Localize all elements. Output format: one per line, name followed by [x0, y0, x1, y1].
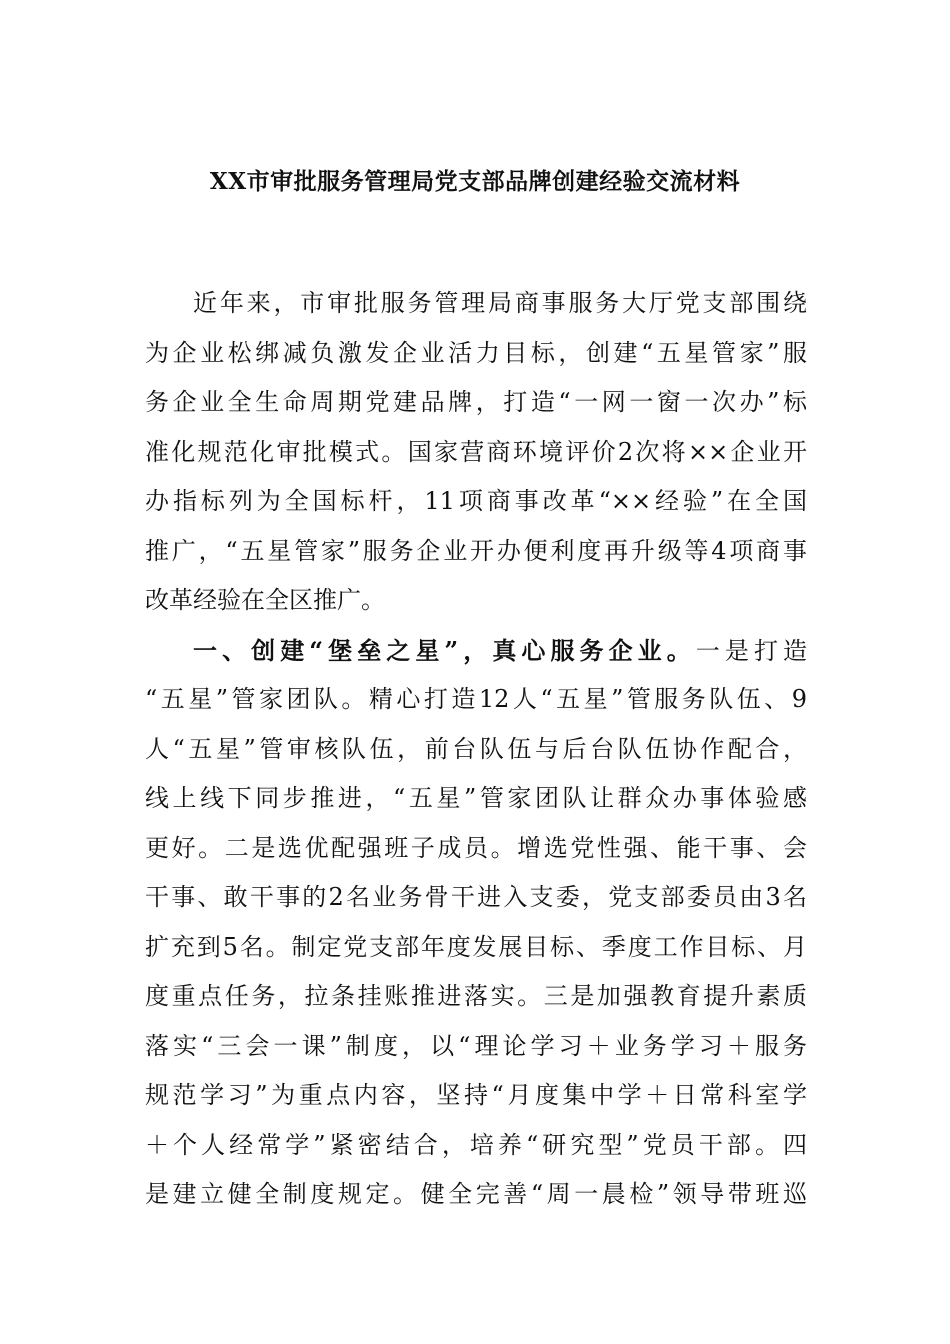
paragraph-2-line: “五星”管家团队。精心打造12人“五星”管服务队伍、9 [145, 685, 807, 713]
paragraph-2-line: 线上线下同步推进，“五星”管家团队让群众办事体验感 [145, 784, 807, 812]
paragraph-2-line: 落实“三会一课”制度，以“理论学习＋业务学习＋服务 [145, 1031, 807, 1060]
paragraph-2-line: 干事、敢干事的2名业务骨干进入支委，党支部委员由3名 [145, 883, 807, 911]
document-title: XX市审批服务管理局党支部品牌创建经验交流材料 [209, 168, 741, 195]
section-heading: 一、创建“堡垒之星”，真心服务企业。 [193, 635, 696, 665]
paragraph-1-line: 近年来，市审批服务管理局商事服务大厅党支部围绕 [193, 289, 807, 317]
paragraph-1-last-line: 改革经验在全区推广。 [145, 586, 385, 614]
paragraph-1-line: 办指标列为全国标杆，11项商事改革“××经验”在全国 [145, 487, 807, 515]
paragraph-2-lead-text: 一是打造 [695, 636, 808, 665]
paragraph-2-line: 扩充到5名。制定党支部年度发展目标、季度工作目标、月 [145, 932, 807, 961]
document-body [145, 279, 807, 1220]
paragraph-2-line: 度重点任务，拉条挂账推进落实。三是加强教育提升素质 [145, 982, 807, 1010]
paragraph-2-line: 人“五星”管审核队伍，前台队伍与后台队伍协作配合， [145, 734, 807, 763]
paragraph-1-line: 推广，“五星管家”服务企业开办便利度再升级等4项商事 [145, 536, 807, 565]
paragraph-1-line: 务企业全生命周期党建品牌，打造“一网一窗一次办”标 [145, 388, 807, 416]
paragraph-2-line: ＋个人经常学”紧密结合，培养“研究型”党员干部。四 [145, 1130, 807, 1159]
paragraph-2-first-line [145, 626, 807, 676]
paragraph-2-line: 是建立健全制度规定。健全完善“周一晨检”领导带班巡 [145, 1180, 807, 1208]
paragraph-2-line: 更好。二是选优配强班子成员。增选党性强、能干事、会 [145, 833, 807, 862]
paragraph-1-line: 准化规范化审批模式。国家营商环境评价2次将××企业开 [145, 437, 807, 466]
paragraph-2-line: 规范学习”为重点内容，坚持“月度集中学＋日常科室学 [145, 1081, 807, 1109]
paragraph-1-line: 为企业松绑减负激发企业活力目标，创建“五星管家”服 [145, 338, 807, 367]
